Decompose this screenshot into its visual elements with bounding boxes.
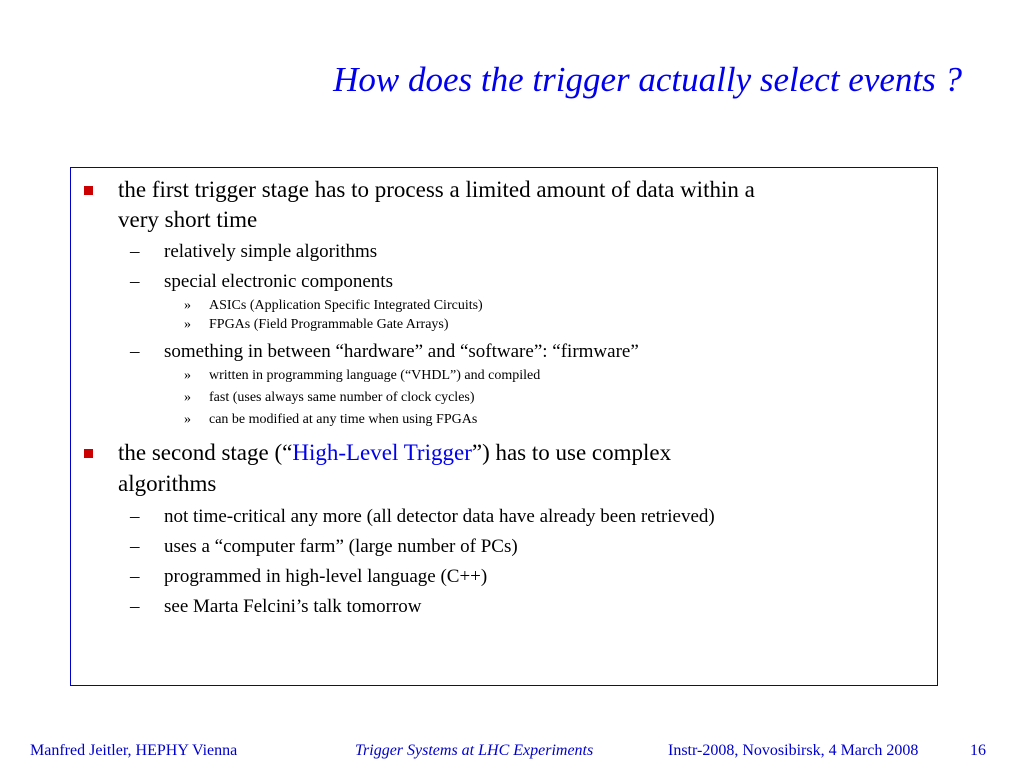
sub-item: relatively simple algorithms (164, 241, 378, 262)
sub-sub-item: FPGAs (Field Programmable Gate Arrays) (209, 317, 449, 332)
sub-item: not time-critical any more (all detector data have already been retrieved) (164, 506, 715, 527)
sub-item: something in between “hardware” and “software”: “firmware” (164, 341, 639, 362)
bullet-2-line-2: algorithms (118, 471, 217, 496)
raquo-marker: » (184, 390, 191, 405)
sub-item: uses a “computer farm” (large number of PCs) (164, 536, 518, 557)
dash-marker: – (130, 506, 140, 527)
sub-sub-item: can be modified at any time when using FPGAs (209, 412, 478, 427)
dash-marker: – (130, 566, 140, 587)
dash-marker: – (130, 341, 140, 362)
bullet-2-line-1 (118, 438, 918, 468)
bullet-1-line-1: the first trigger stage has to process a limited amount of data within a (118, 177, 755, 202)
bullet-square-icon (84, 449, 93, 458)
sub-item: see Marta Felcini’s talk tomorrow (164, 596, 422, 617)
dash-marker: – (130, 271, 140, 292)
bullet-2-suffix: ”) has to use complex (471, 440, 672, 465)
raquo-marker: » (184, 412, 191, 427)
bullet-2-prefix: the second stage (“ (118, 440, 293, 465)
sub-sub-item: ASICs (Application Specific Integrated Circuits) (209, 298, 483, 313)
bullet-square-icon (84, 186, 93, 195)
footer-author: Manfred Jeitler, HEPHY Vienna (30, 742, 238, 759)
sub-item: programmed in high-level language (C++) (164, 566, 488, 587)
slide-title: How does the trigger actually select events ? (333, 60, 962, 99)
raquo-marker: » (184, 298, 191, 313)
footer-talk-title: Trigger Systems at LHC Experiments (355, 742, 594, 759)
sub-sub-item: written in programming language (“VHDL”) and compiled (209, 368, 541, 383)
high-level-trigger-term: High-Level Trigger (292, 440, 472, 465)
dash-marker: – (130, 241, 140, 262)
dash-marker: – (130, 536, 140, 557)
raquo-marker: » (184, 368, 191, 383)
footer-event: Instr-2008, Novosibirsk, 4 March 2008 (668, 742, 919, 759)
sub-item: special electronic components (164, 271, 393, 292)
page-number: 16 (970, 742, 986, 759)
sub-sub-item: fast (uses always same number of clock cycles) (209, 390, 475, 405)
raquo-marker: » (184, 317, 191, 332)
dash-marker: – (130, 596, 140, 617)
bullet-1-line-2: very short time (118, 207, 258, 232)
